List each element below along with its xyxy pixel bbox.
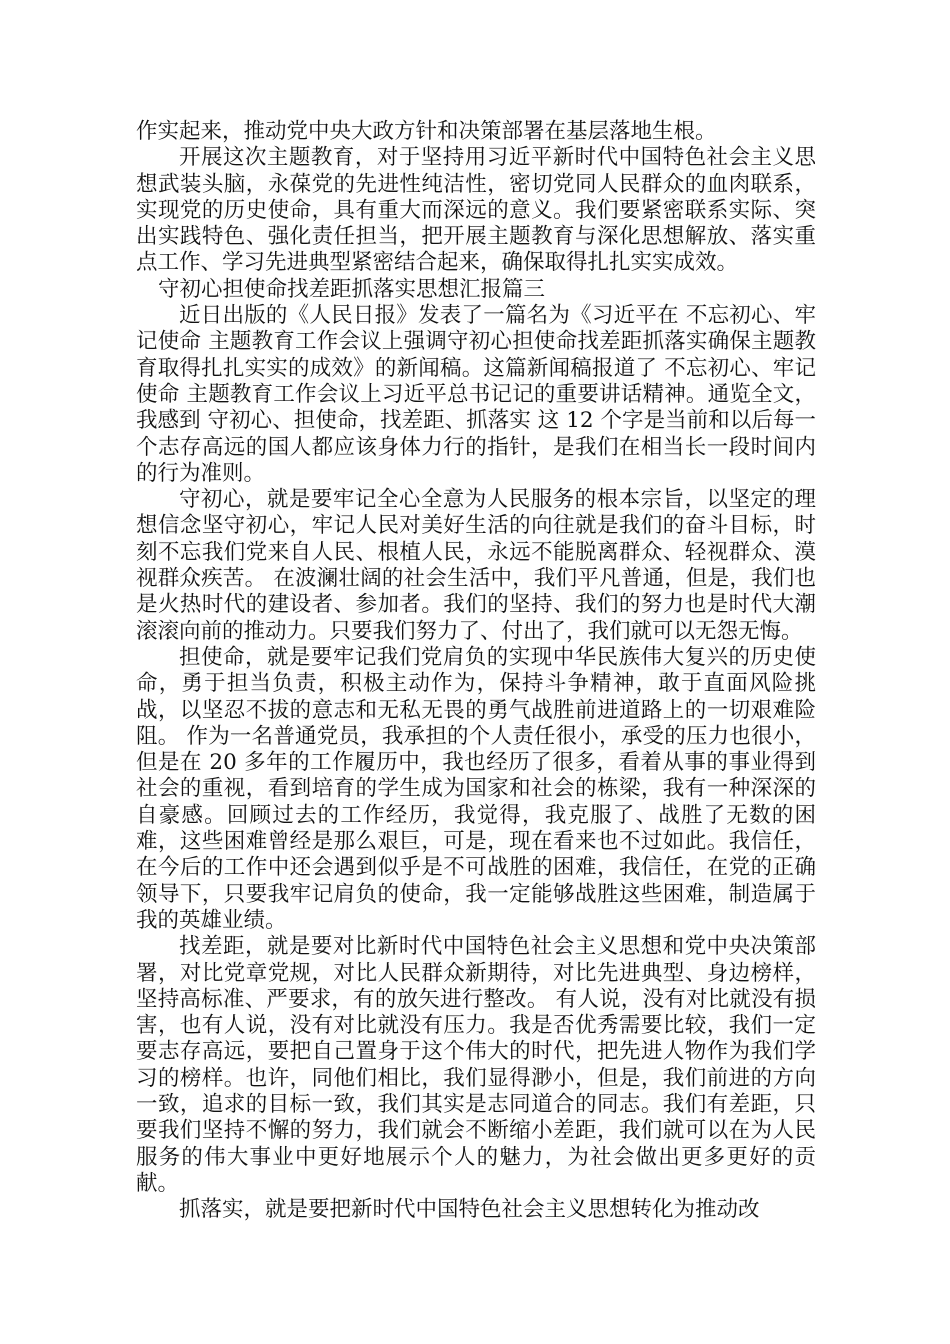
document-page [136, 119, 816, 1223]
paragraph-mission: 担使命，就是要牢记我们党肩负的实现中华民族伟大复兴的历史使命，勇于担当负责，积极主动作为，保持斗争精神，敢于直面风险挑战，以坚忍不拔的意志和无私无畏的勇气战胜前进道路上的一切艰难险阻。 作为一名普通党员，我承担的个人责任很小，承受的压力也很小，但是在 20 多年的工作履历中，我也经历了很多，看着从事的事业得到社会的重视，看到培育的学生成为国家和社会的栋梁，我有一种深深的自豪感。回顾过去的工作经历，我觉得，我克服了、战胜了无数的困难，这些困难曾经是那么艰巨，可是，现在看来也不过如此。我信任，在今后的工作中还会遇到似乎是不可战胜的困难，我信任，在党的正确领导下，只要我牢记肩负的使命，我一定能够战胜这些困难，制造属于我的英雄业绩。 [136, 644, 816, 933]
paragraph-original-aspiration: 守初心，就是要牢记全心全意为人民服务的根本宗旨，以坚定的理想信念坚守初心，牢记人民对美好生活的向往就是我们的奋斗目标，时刻不忘我们党来自人民、根植人民，永远不能脱离群众、轻视群众、漠视群众疾苦。 在波澜壮阔的社会生活中，我们平凡普通，但是，我们也是火热时代的建设者、参加者。我们的坚持、我们的努力也是时代大潮滚滚向前的推动力。只要我们努力了、付出了，我们就可以无怨无悔。 [136, 487, 816, 644]
paragraph-gap: 找差距，就是要对比新时代中国特色社会主义思想和党中央决策部署，对比党章党规，对比人民群众新期待，对比先进典型、身边榜样，坚持高标准、严要求，有的放矢进行整改。 有人说，没有对比就没有损害，也有人说，没有对比就没有压力。我是否优秀需要比较，我们一定要志存高远，要把自己置身于这个伟大的时代，把先进人物作为我们学习的榜样。也许，同他们相比，我们显得渺小，但是，我们前进的方向一致，追求的目标一致，我们其实是志同道合的同志。我们有差距，只要我们坚持不懈的努力，我们就会不断缩小差距，我们就可以在为人民服务的伟大事业中更好地展示个人的魅力，为社会做出更多更好的贡献。 [136, 934, 816, 1196]
paragraph-implementation: 抓落实，就是要把新时代中国特色社会主义思想转化为推动改 [179, 1197, 760, 1223]
section-heading: 守初心担使命找差距抓落实思想汇报篇三 [158, 276, 546, 302]
paragraph-news-report: 近日出版的《人民日报》发表了一篇名为《习近平在 不忘初心、牢记使命 主题教育工作会议上强调守初心担使命找差距抓落实确保主题教育取得扎扎实实的成效》的新闻稿。这篇新闻稿报道了 不忘初心、牢记使命 主题教育工作会议上习近平总书记记的重要讲话精神。通览全文，我感到 守初心、担使命，找差距、抓落实 这 12 个字是当前和以后每一个志存高远的国人都应该身体力行的指针，是我们在相当长一段时间内的行为准则。 [136, 303, 816, 486]
paragraph-continuation: 作实起来，推动党中央大政方针和决策部署在基层落地生根。 [136, 119, 717, 144]
paragraph-theme-education: 开展这次主题教育，对于坚持用习近平新时代中国特色社会主义思想武装头脑，永葆党的先进性纯洁性，密切党同人民群众的血肉联系，实现党的历史使命，具有重大而深远的意义。我们要紧密联系实际、突出实践特色、强化责任担当，把开展主题教育与深化思想解放、落实重点工作、学习先进典型紧密结合起来，确保取得扎扎实实成效。 [136, 145, 816, 276]
